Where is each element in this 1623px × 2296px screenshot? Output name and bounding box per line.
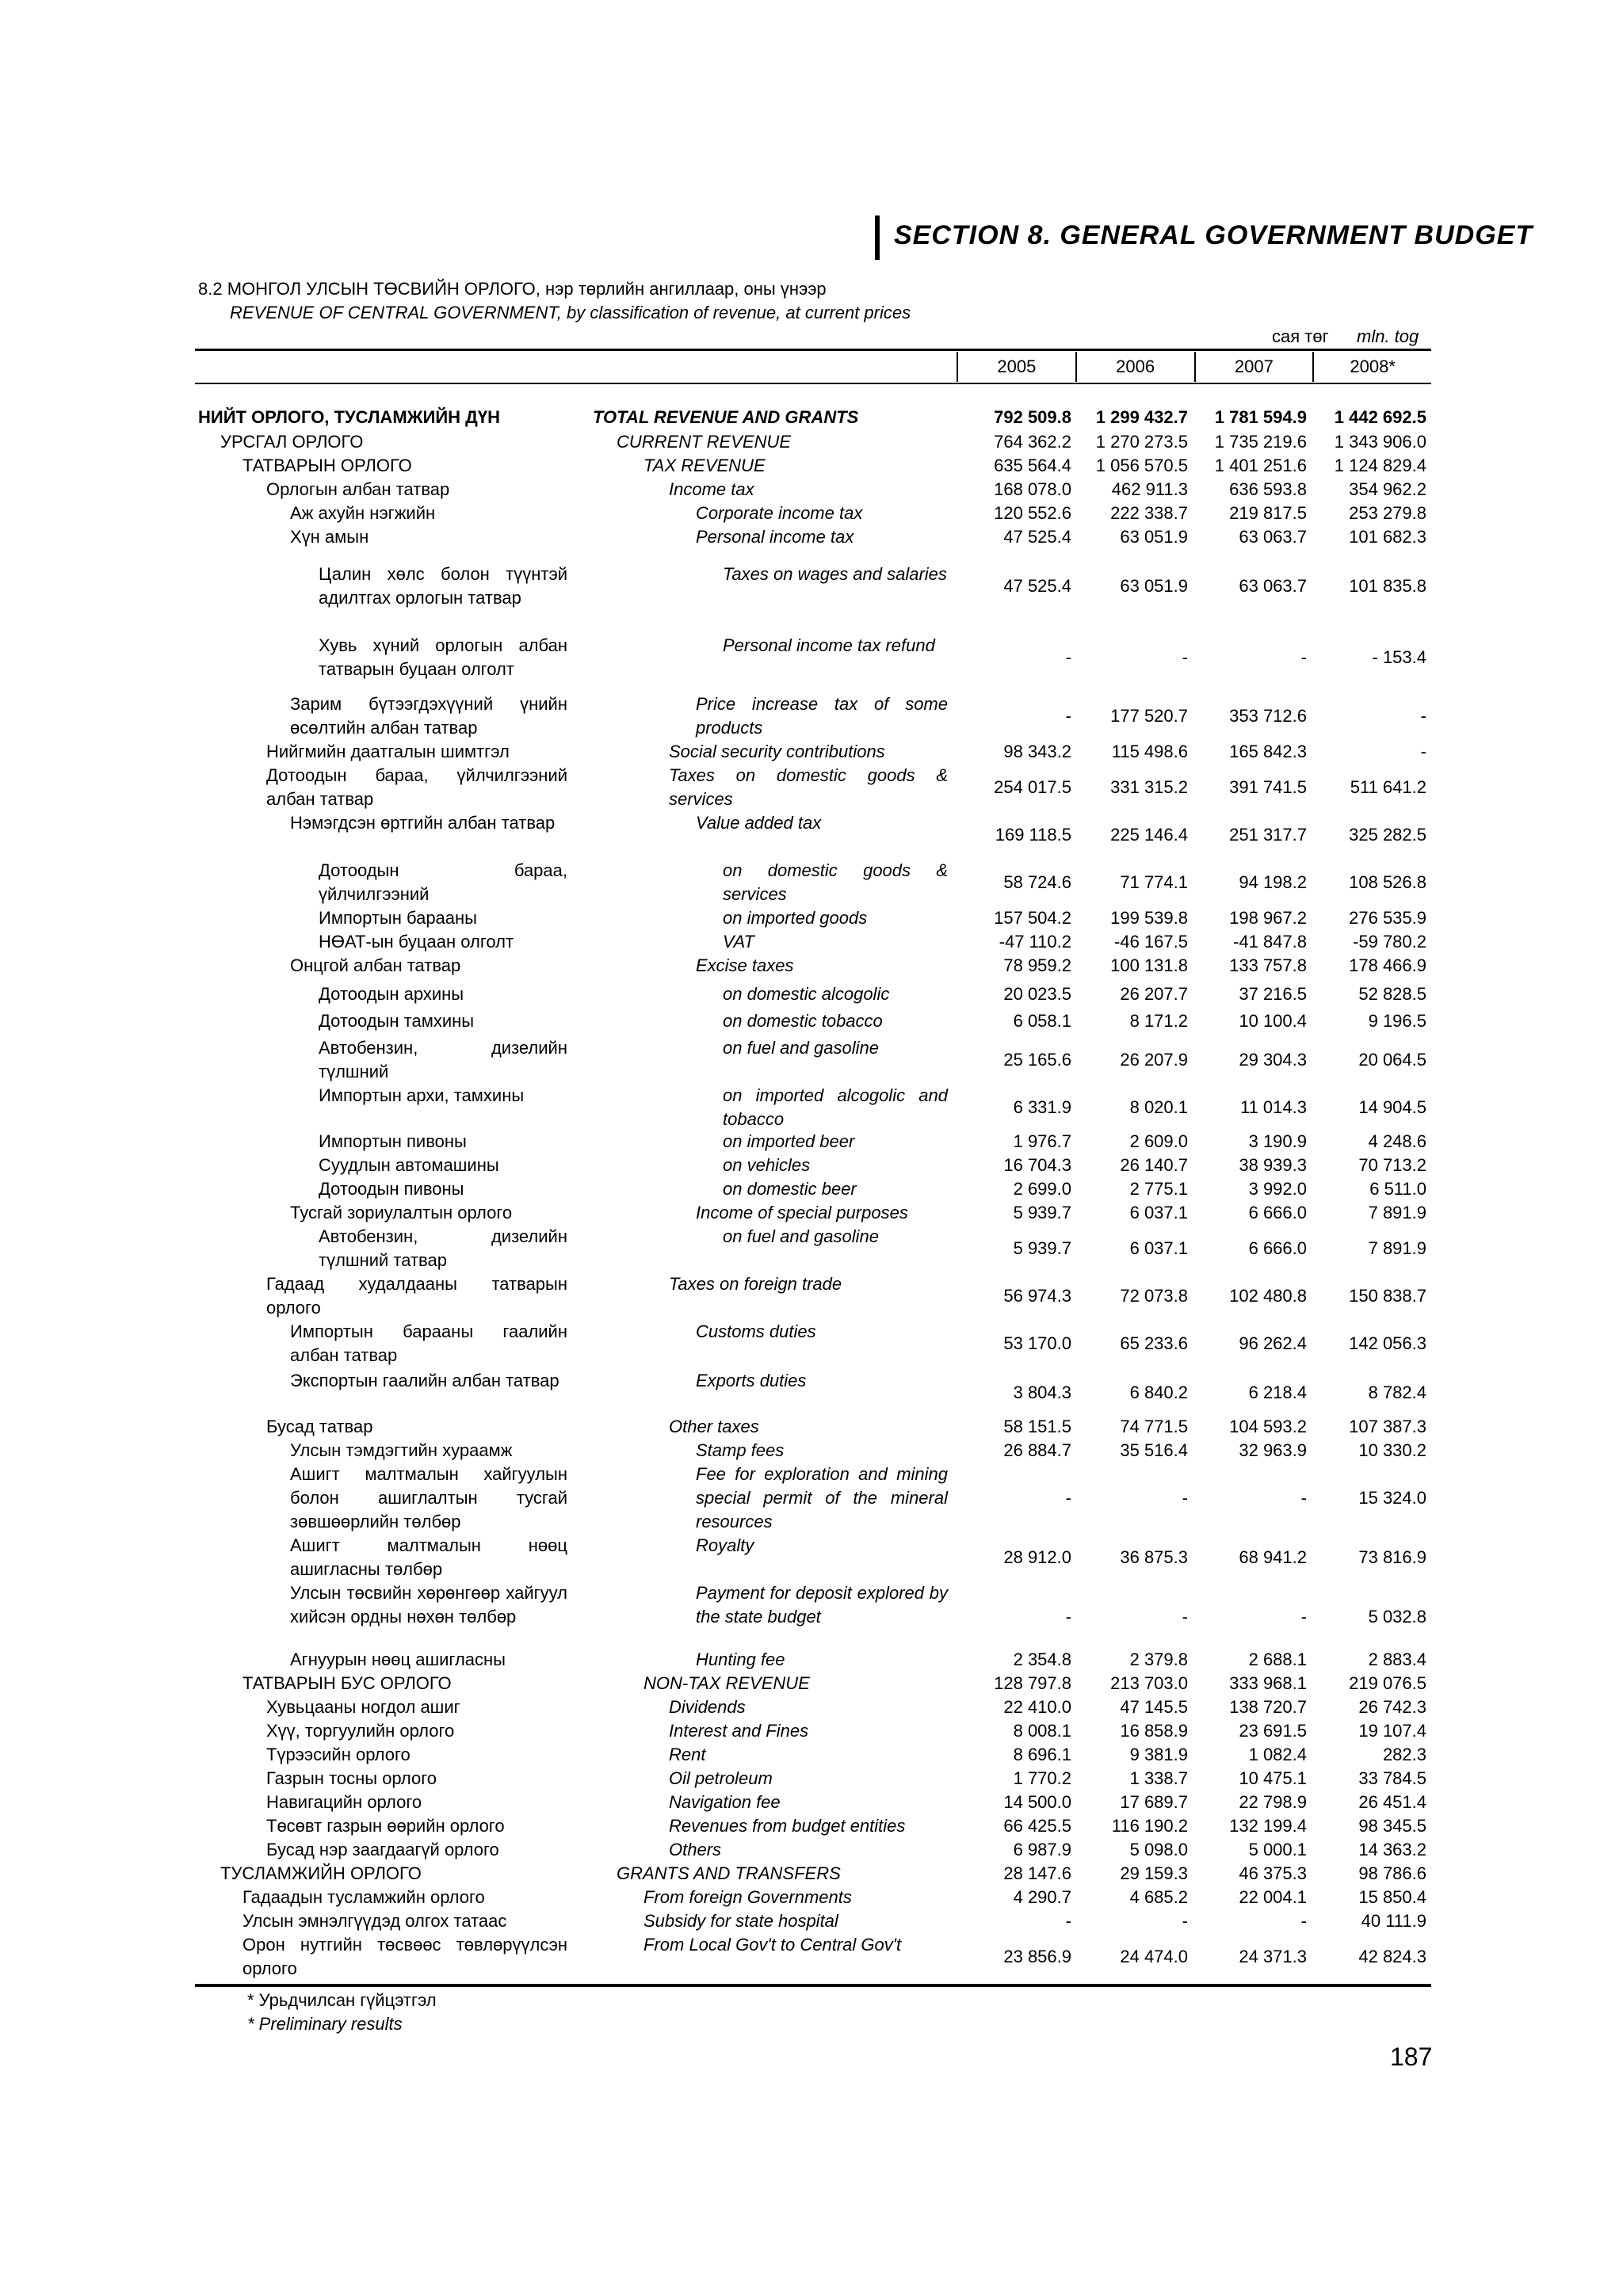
row-label-mn: Төсөвт газрын өөрийн орлого	[266, 1816, 505, 1836]
value-cell-2006: 331 315.2	[1110, 777, 1188, 797]
value-cell-2005: 58 151.5	[1003, 1417, 1071, 1436]
value-cell-2005: -	[1065, 1607, 1071, 1627]
value-cell-2006: 222 338.7	[1110, 503, 1188, 523]
row-label-mn: Дотоодын бараа, үйлчилгээний	[319, 860, 567, 904]
value-cell-2008: 26 451.4	[1358, 1792, 1426, 1812]
value-cell-2008: 282.3	[1382, 1745, 1426, 1764]
value-cell-2007: 102 480.8	[1229, 1286, 1307, 1306]
value-cell-2006: 65 233.6	[1120, 1333, 1188, 1353]
value-cell-2005: 254 017.5	[994, 777, 1071, 797]
row-label-mn: Ашигт малтмалын хайгуулын болон ашиглалтын тусгай зөвшөөрлийн төлбөр	[290, 1464, 567, 1531]
row-label-mn: Агнуурын нөөц ашигласны	[290, 1650, 506, 1669]
row-label-mn: Хүү, торгуулийн орлого	[266, 1721, 455, 1741]
value-cell-2006: 26 207.9	[1120, 1050, 1188, 1070]
row-label-en: Excise taxes	[696, 955, 794, 975]
value-cell-2008: 14 904.5	[1358, 1097, 1426, 1117]
value-cell-2005: 4 290.7	[1013, 1887, 1071, 1907]
value-cell-2005: 1 976.7	[1013, 1131, 1071, 1151]
row-label-en: Dividends	[669, 1697, 746, 1717]
value-cell-2007: 133 757.8	[1229, 955, 1307, 975]
page-number: 187	[1390, 2042, 1433, 2071]
value-cell-2008: 40 111.9	[1361, 1911, 1426, 1931]
value-cell-2008: 101 835.8	[1349, 576, 1426, 596]
value-cell-2005: 25 165.6	[1003, 1050, 1071, 1070]
row-label-mn: ТАТВАРЫН ОРЛОГО	[242, 456, 412, 475]
row-label-en: GRANTS AND TRANSFERS	[617, 1863, 841, 1883]
value-cell-2006: 1 338.7	[1129, 1768, 1188, 1788]
value-cell-2005: 169 118.5	[995, 825, 1071, 845]
row-label-mn: Гадаад худалдааны татварын орлого	[266, 1274, 567, 1318]
value-cell-2006: 115 498.6	[1111, 742, 1188, 761]
value-cell-2008: 325 282.5	[1349, 825, 1426, 845]
value-cell-2005: 764 362.2	[994, 432, 1071, 452]
value-cell-2007: 104 593.2	[1229, 1417, 1307, 1436]
row-label-en: Income tax	[669, 479, 754, 499]
row-label-en: Customs duties	[696, 1322, 816, 1341]
row-label-en: Rent	[669, 1745, 706, 1764]
row-label-mn: Суудлын автомашины	[319, 1155, 499, 1175]
value-cell-2005: 28 912.0	[1003, 1547, 1071, 1567]
row-label-en: on vehicles	[723, 1155, 811, 1175]
value-cell-2007: 3 190.9	[1248, 1131, 1307, 1151]
value-cell-2007: 353 712.6	[1229, 706, 1307, 726]
value-cell-2005: 2 699.0	[1013, 1179, 1071, 1199]
row-label-mn: Экспортын гаалийн албан татвар	[290, 1371, 559, 1390]
value-cell-2006: 16 858.9	[1120, 1721, 1188, 1741]
value-cell-2008: 70 713.2	[1358, 1155, 1426, 1175]
value-cell-2008: 101 682.3	[1349, 527, 1426, 547]
value-cell-2008: 253 279.8	[1349, 503, 1426, 523]
value-cell-2006: 2 775.1	[1129, 1179, 1188, 1199]
value-cell-2005: -	[1065, 706, 1071, 726]
value-cell-2008: 98 786.6	[1358, 1863, 1426, 1883]
row-label-mn: Дотоодын пивоны	[319, 1179, 464, 1199]
row-label-mn: Улсын эмнэлгүүдэд олгох татаас	[242, 1911, 507, 1931]
row-label-en: CURRENT REVENUE	[617, 432, 792, 452]
value-cell-2006: -	[1182, 1488, 1188, 1508]
value-cell-2007: 22 798.9	[1239, 1792, 1307, 1812]
value-cell-2005: 78 959.2	[1003, 955, 1071, 975]
value-cell-2006: 462 911.3	[1111, 479, 1188, 499]
value-cell-2008: 5 032.8	[1368, 1607, 1426, 1627]
row-label-en: Personal income tax refund	[723, 635, 935, 655]
row-label-mn: Дотоодын бараа, үйлчилгээний албан татвар	[266, 765, 567, 809]
row-label-mn: Орлогын албан татвар	[266, 479, 450, 499]
value-cell-2006: 116 190.2	[1111, 1816, 1188, 1836]
value-cell-2005: 23 856.9	[1003, 1947, 1071, 1966]
row-label-en: NON-TAX REVENUE	[643, 1673, 810, 1693]
footnote-en: * Preliminary results	[247, 2014, 403, 2034]
row-label-en: Fee for exploration and mining special permit of the mineral resources	[696, 1464, 948, 1531]
value-cell-2007: -	[1300, 647, 1307, 667]
value-cell-2006: 177 520.7	[1110, 706, 1188, 726]
value-cell-2005: 792 509.8	[994, 407, 1071, 427]
value-cell-2008: -59 780.2	[1353, 932, 1426, 952]
row-label-mn: ТАТВАРЫН БУС ОРЛОГО	[242, 1673, 452, 1693]
value-cell-2007: 68 941.2	[1239, 1547, 1307, 1567]
row-label-en: on domestic alcogolic	[723, 984, 890, 1004]
value-cell-2006: -	[1182, 1607, 1188, 1627]
value-cell-2008: 98 345.5	[1358, 1816, 1426, 1836]
value-cell-2008: 19 107.4	[1358, 1721, 1426, 1741]
row-label-en: TOTAL REVENUE AND GRANTS	[593, 407, 859, 427]
value-cell-2007: 1 781 594.9	[1214, 407, 1307, 427]
row-label-mn: НӨАТ-ын буцаан олголт	[319, 932, 514, 952]
value-cell-2007: 11 014.3	[1239, 1097, 1307, 1117]
value-cell-2005: 6 331.9	[1013, 1097, 1071, 1117]
value-cell-2006: 2 609.0	[1129, 1131, 1188, 1151]
row-label-mn: Бусад нэр заагдаагүй орлого	[266, 1840, 499, 1859]
row-label-mn: Импортын барааны гаалийн албан татвар	[290, 1322, 567, 1365]
value-cell-2006: 47 145.5	[1120, 1697, 1188, 1717]
value-cell-2008: 108 526.8	[1349, 872, 1426, 892]
value-cell-2007: 6 666.0	[1248, 1238, 1307, 1258]
row-label-mn: Хувь хүний орлогын албан татварын буцаан олголт	[319, 635, 567, 679]
value-cell-2006: 35 516.4	[1120, 1440, 1188, 1460]
value-cell-2007: 636 593.8	[1229, 479, 1307, 499]
value-cell-2005: -	[1065, 1911, 1071, 1931]
row-label-en: Royalty	[696, 1535, 754, 1555]
value-cell-2007: 5 000.1	[1248, 1840, 1307, 1859]
row-label-en: Stamp fees	[696, 1440, 785, 1460]
row-label-mn: Цалин хөлс болон түүнтэй адилтгах орлогын татвар	[319, 564, 567, 608]
value-cell-2007: 46 375.3	[1239, 1863, 1307, 1883]
value-cell-2008: 26 742.3	[1358, 1697, 1426, 1717]
value-cell-2008: 219 076.5	[1349, 1673, 1426, 1693]
row-label-mn: Бусад татвар	[266, 1417, 373, 1436]
value-cell-2006: 29 159.3	[1120, 1863, 1188, 1883]
value-cell-2006: 26 140.7	[1120, 1155, 1188, 1175]
value-cell-2006: 8 171.2	[1129, 1011, 1188, 1031]
table-title-mn: 8.2 МОНГОЛ УЛСЫН ТӨСВИЙН ОРЛОГО, нэр төрлийн ангиллаар, оны үнээр	[198, 279, 827, 299]
value-cell-2005: 66 425.5	[1003, 1816, 1071, 1836]
row-label-mn: Ашигт малтмалын нөөц ашигласны төлбөр	[290, 1535, 567, 1579]
row-label-mn: Улсын тэмдэгтийн хураамж	[290, 1440, 513, 1460]
value-cell-2007: 2 688.1	[1248, 1650, 1307, 1669]
value-cell-2005: -	[1065, 1488, 1071, 1508]
value-cell-2006: 225 146.4	[1110, 825, 1188, 845]
row-label-en: Subsidy for state hospital	[643, 1911, 838, 1931]
value-cell-2005: 168 078.0	[994, 479, 1071, 499]
value-cell-2007: 6 218.4	[1248, 1383, 1307, 1402]
value-cell-2005: 5 939.7	[1013, 1203, 1071, 1222]
row-label-mn: Зарим бүтээгдэхүүний үнийн өсөлтийн албан татвар	[290, 694, 567, 738]
row-label-mn: Импортын архи, тамхины	[319, 1085, 525, 1105]
value-cell-2007: 1 401 251.6	[1214, 456, 1307, 475]
value-cell-2005: 1 770.2	[1013, 1768, 1071, 1788]
value-cell-2008: 9 196.5	[1368, 1011, 1426, 1031]
row-label-en: Navigation fee	[669, 1792, 781, 1812]
value-cell-2007: -	[1300, 1911, 1307, 1931]
row-label-mn: УРСГАЛ ОРЛОГО	[220, 432, 364, 452]
value-cell-2007: 22 004.1	[1239, 1887, 1307, 1907]
row-label-en: on domestic tobacco	[723, 1011, 883, 1031]
value-cell-2005: 5 939.7	[1013, 1238, 1071, 1258]
value-cell-2006: 2 379.8	[1129, 1650, 1188, 1669]
row-label-en: on imported goods	[723, 908, 868, 928]
value-cell-2008: 7 891.9	[1368, 1203, 1426, 1222]
value-cell-2006: 213 703.0	[1110, 1673, 1188, 1693]
row-label-en: Revenues from budget entities	[669, 1816, 906, 1836]
row-label-en: Oil petroleum	[669, 1768, 773, 1788]
row-label-en: on imported beer	[723, 1131, 855, 1151]
value-cell-2005: 120 552.6	[994, 503, 1071, 523]
value-cell-2008: 7 891.9	[1368, 1238, 1426, 1258]
value-cell-2008: 142 056.3	[1349, 1333, 1426, 1353]
row-label-mn: Импортын пивоны	[319, 1131, 467, 1151]
row-label-mn: Гадаадын тусламжийн орлого	[242, 1887, 485, 1907]
value-cell-2007: 10 475.1	[1239, 1768, 1307, 1788]
value-cell-2007: 10 100.4	[1239, 1011, 1307, 1031]
value-cell-2007: 96 262.4	[1239, 1333, 1307, 1353]
value-cell-2005: 6 058.1	[1013, 1011, 1071, 1031]
value-cell-2007: 333 968.1	[1229, 1673, 1307, 1693]
value-cell-2008: 8 782.4	[1368, 1383, 1426, 1402]
year-header-cell: 2006	[1075, 352, 1194, 382]
value-cell-2007: 3 992.0	[1248, 1179, 1307, 1199]
value-cell-2007: 1 082.4	[1248, 1745, 1307, 1764]
value-cell-2006: 63 051.9	[1120, 576, 1188, 596]
row-label-en: on imported alcogolic and tobacco	[723, 1085, 948, 1129]
row-label-en: Payment for deposit explored by the state budget	[696, 1583, 948, 1627]
value-cell-2006: 74 771.5	[1120, 1417, 1188, 1436]
value-cell-2006: 6 037.1	[1129, 1238, 1188, 1258]
value-cell-2007: 24 371.3	[1239, 1947, 1307, 1966]
value-cell-2006: -	[1182, 1911, 1188, 1931]
value-cell-2005: 47 525.4	[1003, 576, 1071, 596]
row-label-en: From foreign Governments	[643, 1887, 852, 1907]
value-cell-2006: 26 207.7	[1120, 984, 1188, 1004]
row-label-mn: Тусгай зориулалтын орлого	[290, 1203, 513, 1222]
section-title: SECTION 8. GENERAL GOVERNMENT BUDGET	[894, 220, 1533, 250]
value-cell-2008: -	[1420, 742, 1426, 761]
row-label-mn: Түрээсийн орлого	[266, 1745, 411, 1764]
row-label-mn: Хувьцааны ногдол ашиг	[266, 1697, 460, 1717]
row-label-mn: Дотоодын тамхины	[319, 1011, 475, 1031]
value-cell-2006: 24 474.0	[1120, 1947, 1188, 1966]
row-label-mn: Импортын барааны	[319, 908, 477, 928]
row-label-mn: Автобензин, дизелийн түлшний татвар	[319, 1226, 567, 1270]
value-cell-2005: -	[1065, 647, 1071, 667]
value-cell-2005: 26 884.7	[1003, 1440, 1071, 1460]
value-cell-2005: 20 023.5	[1003, 984, 1071, 1004]
value-cell-2008: 2 883.4	[1368, 1650, 1426, 1669]
value-cell-2008: 6 511.0	[1369, 1179, 1426, 1199]
value-cell-2008: 42 824.3	[1358, 1947, 1426, 1966]
value-cell-2005: 3 804.3	[1013, 1383, 1071, 1402]
row-label-en: on domestic beer	[723, 1179, 857, 1199]
value-cell-2008: 178 466.9	[1349, 955, 1426, 975]
value-cell-2006: 4 685.2	[1129, 1887, 1188, 1907]
value-cell-2005: 8 008.1	[1013, 1721, 1071, 1741]
row-label-en: Others	[669, 1840, 722, 1859]
value-cell-2005: 128 797.8	[994, 1673, 1071, 1693]
row-label-en: on fuel and gasoline	[723, 1038, 879, 1058]
row-label-en: Value added tax	[696, 813, 822, 833]
value-cell-2007: 165 842.3	[1229, 742, 1307, 761]
value-cell-2008: 1 343 906.0	[1334, 432, 1426, 452]
row-label-mn: Аж ахуйн нэгжийн	[290, 503, 436, 523]
value-cell-2007: 94 198.2	[1239, 872, 1307, 892]
value-cell-2008: 10 330.2	[1358, 1440, 1426, 1460]
value-cell-2007: 29 304.3	[1239, 1050, 1307, 1070]
value-cell-2006: 6 840.2	[1129, 1383, 1188, 1402]
row-label-en: Exports duties	[696, 1371, 807, 1390]
row-label-mn: Навигацийн орлого	[266, 1792, 422, 1812]
row-label-en: Other taxes	[669, 1417, 759, 1436]
value-cell-2006: 9 381.9	[1129, 1745, 1188, 1764]
unit-label-en: mln. tog	[1357, 326, 1419, 346]
value-cell-2006: 1 270 273.5	[1095, 432, 1188, 452]
row-label-mn: Нэмэгдсэн өртгийн албан татвар	[290, 813, 556, 833]
value-cell-2008: 107 387.3	[1349, 1417, 1426, 1436]
value-cell-2006: 71 774.1	[1120, 872, 1188, 892]
value-cell-2008: 511 641.2	[1350, 777, 1426, 797]
row-label-en: Personal income tax	[696, 527, 854, 547]
value-cell-2006: -	[1182, 647, 1188, 667]
value-cell-2007: 63 063.7	[1239, 576, 1307, 596]
row-label-en: Taxes on domestic goods & services	[669, 765, 948, 809]
row-label-en: TAX REVENUE	[643, 456, 766, 475]
row-label-en: Price increase tax of some products	[696, 694, 948, 738]
value-cell-2005: 635 564.4	[994, 456, 1071, 475]
value-cell-2005: 2 354.8	[1013, 1650, 1071, 1669]
value-cell-2008: 1 124 829.4	[1334, 456, 1426, 475]
value-cell-2006: 1 299 432.7	[1095, 407, 1188, 427]
value-cell-2008: - 153.4	[1372, 647, 1426, 667]
value-cell-2005: 47 525.4	[1003, 527, 1071, 547]
value-cell-2008: 1 442 692.5	[1334, 407, 1426, 427]
value-cell-2008: 276 535.9	[1349, 908, 1426, 928]
value-cell-2005: -47 110.2	[999, 932, 1071, 952]
row-label-mn: Онцгой албан татвар	[290, 955, 461, 975]
row-label-mn: НИЙТ ОРЛОГО, ТУСЛАМЖИЙН ДҮН	[198, 407, 500, 427]
table-bottom-rule	[195, 1984, 1431, 1987]
value-cell-2008: 73 816.9	[1358, 1547, 1426, 1567]
row-label-en: on fuel and gasoline	[723, 1226, 879, 1246]
year-header-cell: 2007	[1194, 352, 1313, 382]
value-cell-2008: 15 324.0	[1358, 1488, 1426, 1508]
value-cell-2008: 4 248.6	[1368, 1131, 1426, 1151]
value-cell-2007: 219 817.5	[1229, 503, 1307, 523]
row-label-en: Taxes on wages and salaries	[723, 564, 947, 584]
year-header-cell: 2005	[957, 352, 1075, 382]
value-cell-2006: 100 131.8	[1110, 955, 1188, 975]
row-label-mn: Нийгмийн даатгалын шимтгэл	[266, 742, 510, 761]
value-cell-2005: 16 704.3	[1003, 1155, 1071, 1175]
year-header-cell: 2008*	[1312, 352, 1431, 382]
value-cell-2007: 37 216.5	[1239, 984, 1307, 1004]
row-label-en: Taxes on foreign trade	[669, 1274, 842, 1294]
value-cell-2006: 1 056 570.5	[1095, 456, 1188, 475]
row-label-en: Interest and Fines	[669, 1721, 809, 1741]
row-label-en: Social security contributions	[669, 742, 885, 761]
value-cell-2007: 6 666.0	[1248, 1203, 1307, 1222]
value-cell-2007: 32 963.9	[1239, 1440, 1307, 1460]
row-label-en: on domestic goods & services	[723, 860, 948, 904]
value-cell-2006: 72 073.8	[1120, 1286, 1188, 1306]
value-cell-2006: 5 098.0	[1129, 1840, 1188, 1859]
value-cell-2007: -41 847.8	[1233, 932, 1307, 952]
value-cell-2007: 63 063.7	[1239, 527, 1307, 547]
row-label-en: From Local Gov't to Central Gov't	[643, 1935, 902, 1955]
value-cell-2006: 8 020.1	[1129, 1097, 1188, 1117]
value-cell-2008: 354 962.2	[1349, 479, 1426, 499]
row-label-en: Income of special purposes	[696, 1203, 908, 1222]
value-cell-2005: 22 410.0	[1003, 1697, 1071, 1717]
value-cell-2007: -	[1300, 1607, 1307, 1627]
value-cell-2008: 52 828.5	[1358, 984, 1426, 1004]
unit-label-mn: сая төг	[1272, 326, 1329, 346]
value-cell-2007: 38 939.3	[1239, 1155, 1307, 1175]
value-cell-2007: 391 741.5	[1229, 777, 1307, 797]
value-cell-2007: 198 967.2	[1229, 908, 1307, 928]
row-label-mn: Орон нутгийн төсвөөс төвлөрүүлсэн орлого	[242, 1935, 567, 1978]
value-cell-2008: 150 838.7	[1349, 1286, 1426, 1306]
value-cell-2006: 63 051.9	[1120, 527, 1188, 547]
row-label-mn: Автобензин, дизелийн түлшний	[319, 1038, 567, 1081]
value-cell-2007: 132 199.4	[1229, 1816, 1307, 1836]
row-label-en: VAT	[723, 932, 754, 952]
value-cell-2006: -46 167.5	[1114, 932, 1188, 952]
value-cell-2007: 23 691.5	[1239, 1721, 1307, 1741]
row-label-en: Corporate income tax	[696, 503, 863, 523]
value-cell-2005: 6 987.9	[1013, 1840, 1071, 1859]
value-cell-2006: 36 875.3	[1120, 1547, 1188, 1567]
row-label-mn: Газрын тосны орлого	[266, 1768, 437, 1788]
value-cell-2005: 8 696.1	[1013, 1745, 1071, 1764]
value-cell-2007: 251 317.7	[1229, 825, 1307, 845]
value-cell-2005: 28 147.6	[1003, 1863, 1071, 1883]
value-cell-2007: -	[1300, 1488, 1307, 1508]
row-label-en: Hunting fee	[696, 1650, 785, 1669]
value-cell-2008: 33 784.5	[1358, 1768, 1426, 1788]
value-cell-2006: 199 539.8	[1110, 908, 1188, 928]
value-cell-2008: -	[1420, 706, 1426, 726]
value-cell-2005: 157 504.2	[994, 908, 1071, 928]
value-cell-2005: 56 974.3	[1003, 1286, 1071, 1306]
value-cell-2005: 14 500.0	[1003, 1792, 1071, 1812]
value-cell-2005: 58 724.6	[1003, 872, 1071, 892]
row-label-mn: Хүн амын	[290, 527, 369, 547]
value-cell-2008: 15 850.4	[1358, 1887, 1426, 1907]
table-title-en: REVENUE OF CENTRAL GOVERNMENT, by classification of revenue, at current prices	[230, 303, 911, 322]
value-cell-2005: 53 170.0	[1003, 1333, 1071, 1353]
value-cell-2008: 20 064.5	[1358, 1050, 1426, 1070]
value-cell-2007: 138 720.7	[1229, 1697, 1307, 1717]
value-cell-2007: 1 735 219.6	[1214, 432, 1307, 452]
footnote-mn: * Урьдчилсан гүйцэтгэл	[247, 1990, 437, 2010]
value-cell-2006: 17 689.7	[1120, 1792, 1188, 1812]
row-label-mn: ТУСЛАМЖИЙН ОРЛОГО	[220, 1863, 422, 1883]
value-cell-2006: 6 037.1	[1129, 1203, 1188, 1222]
value-cell-2005: 98 343.2	[1003, 742, 1071, 761]
row-label-mn: Улсын төсвийн хөрөнгөөр хайгуул хийсэн ордны нөхөн төлбөр	[290, 1583, 567, 1627]
value-cell-2008: 14 363.2	[1358, 1840, 1426, 1859]
row-label-mn: Дотоодын архины	[319, 984, 464, 1004]
